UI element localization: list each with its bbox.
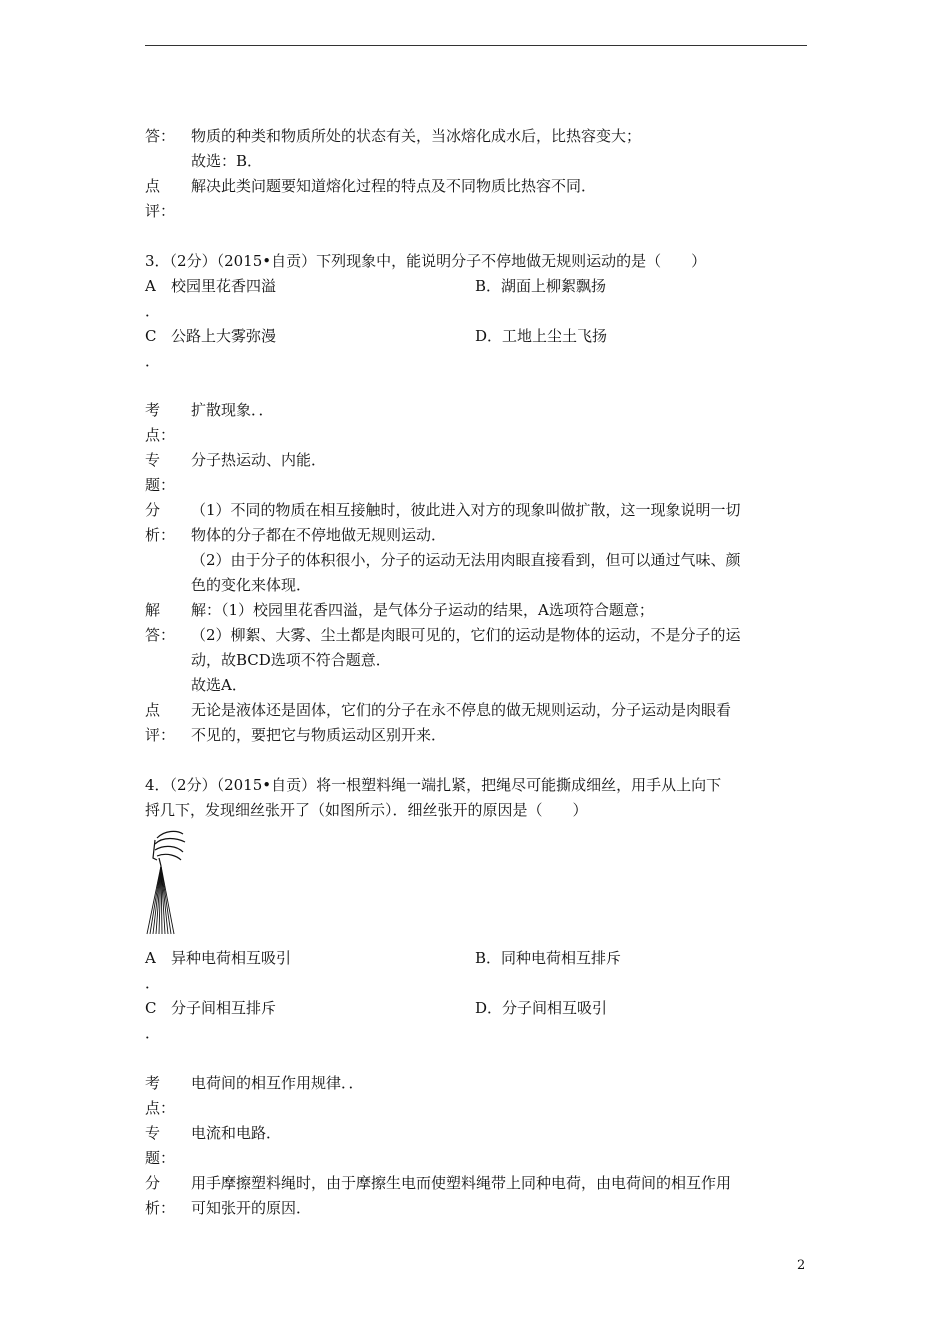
question-4-stem: 4．（2分）（2015•自贡）将一根塑料绳一端扎紧，把绳尽可能撕成细丝，用手从上向下 xyxy=(145,776,722,794)
plastic-strings-figure xyxy=(143,828,193,936)
option-c-letter: C xyxy=(145,999,157,1017)
option-b: B．同种电荷相互排斥 xyxy=(475,949,622,967)
kaodian-text: 电荷间的相互作用规律．． xyxy=(191,1074,364,1092)
option-c-dot: ． xyxy=(145,1024,161,1042)
option-a-text: 异种电荷相互吸引 xyxy=(171,949,292,967)
answer-label: 答： xyxy=(145,127,176,145)
jieda-label: 答： xyxy=(145,626,176,644)
zhuanti-label: 专 xyxy=(145,1124,161,1142)
kaodian-label: 点： xyxy=(145,426,176,444)
option-c-text: 分子间相互排斥 xyxy=(171,999,277,1017)
fenxi-line: （2）由于分子的体积很小，分子的运动无法用肉眼直接看到，但可以通过气味、颜 xyxy=(191,551,741,569)
zhuanti-label: 题： xyxy=(145,476,176,494)
fenxi-label: 析： xyxy=(145,1199,176,1217)
question-4-stem: 捋几下，发现细丝张开了（如图所示）．细丝张开的原因是（ ） xyxy=(145,801,588,819)
option-d: D．分子间相互吸引 xyxy=(475,999,608,1017)
dianping-label: 评： xyxy=(145,726,176,744)
jieda-line: 解：（1）校园里花香四溢，是气体分子运动的结果，A选项符合题意； xyxy=(191,601,654,619)
option-c-dot: ． xyxy=(145,352,161,370)
zhuanti-text: 分子热运动、内能． xyxy=(191,451,327,469)
fenxi-line: 可知张开的原因． xyxy=(191,1199,312,1217)
jieda-label: 解 xyxy=(145,601,161,619)
jieda-line: 动，故BCD选项不符合题意． xyxy=(191,651,391,669)
kaodian-label: 考 xyxy=(145,1074,161,1092)
header-rule xyxy=(145,45,807,46)
option-d: D．工地上尘土飞扬 xyxy=(475,327,608,345)
jieda-line: 故选A． xyxy=(191,676,247,694)
fenxi-line: 用手摩擦塑料绳时，由于摩擦生电而使塑料绳带上同种电荷，由电荷间的相互作用 xyxy=(191,1174,732,1192)
fenxi-line: 物体的分子都在不停地做无规则运动． xyxy=(191,526,447,544)
question-3-stem: 3．（2分）（2015•自贡）下列现象中，能说明分子不停地做无规则运动的是（ ） xyxy=(145,252,707,270)
kaodian-label: 点： xyxy=(145,1099,176,1117)
option-a-dot: ． xyxy=(145,974,161,992)
option-c-text: 公路上大雾弥漫 xyxy=(171,327,277,345)
option-a-letter: A xyxy=(145,949,156,967)
option-a-dot: ． xyxy=(145,302,161,320)
dianping-label: 点 xyxy=(145,701,161,719)
zhuanti-label: 题： xyxy=(145,1149,176,1167)
page-number: 2 xyxy=(797,1258,806,1273)
option-a-letter: A xyxy=(145,277,156,295)
zhuanti-text: 电流和电路． xyxy=(191,1124,282,1142)
kaodian-text: 扩散现象．． xyxy=(191,401,274,419)
zhuanti-label: 专 xyxy=(145,451,161,469)
option-b: B．湖面上柳絮飘扬 xyxy=(475,277,607,295)
dianping-line: 无论是液体还是固体，它们的分子在永不停息的做无规则运动，分子运动是肉眼看 xyxy=(191,701,732,719)
fenxi-line: （1）不同的物质在相互接触时，彼此进入对方的现象叫做扩散，这一现象说明一切 xyxy=(191,501,741,519)
jieda-line: （2）柳絮、大雾、尘土都是肉眼可见的，它们的运动是物体的运动，不是分子的运 xyxy=(191,626,741,644)
comment-label: 评： xyxy=(145,202,176,220)
fenxi-line: 色的变化来体现． xyxy=(191,576,312,594)
fenxi-label: 分 xyxy=(145,501,161,519)
option-a-text: 校园里花香四溢 xyxy=(171,277,277,295)
answer-line: 故选：B． xyxy=(191,152,263,170)
option-c-letter: C xyxy=(145,327,157,345)
answer-line: 物质的种类和物质所处的状态有关，当冰熔化成水后，比热容变大； xyxy=(191,127,642,145)
kaodian-label: 考 xyxy=(145,401,161,419)
fenxi-label: 分 xyxy=(145,1174,161,1192)
fenxi-label: 析： xyxy=(145,526,176,544)
dianping-line: 不见的，要把它与物质运动区别开来． xyxy=(191,726,447,744)
comment-line: 解决此类问题要知道熔化过程的特点及不同物质比热容不同． xyxy=(191,177,597,195)
comment-label: 点 xyxy=(145,177,161,195)
